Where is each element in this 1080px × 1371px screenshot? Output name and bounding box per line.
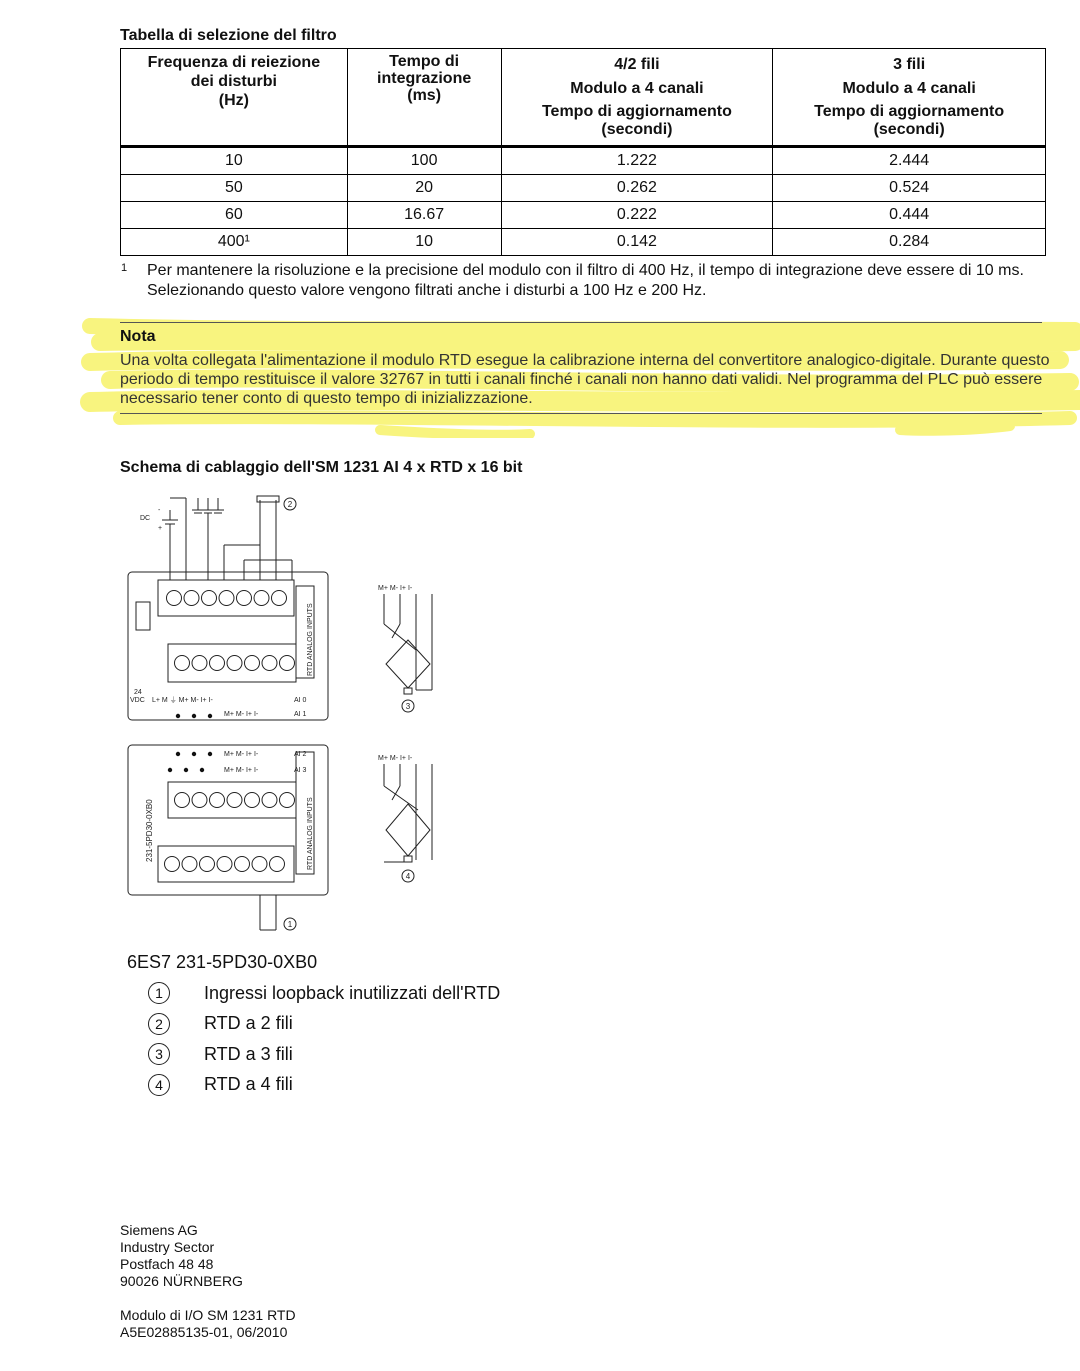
- unused-terminal-dot: [208, 752, 212, 756]
- legend-number: 4: [148, 1074, 170, 1096]
- terminal-screw-icon: [237, 591, 252, 606]
- table-cell: 0.262: [501, 175, 773, 202]
- table-row: [121, 175, 1046, 202]
- legend-label: Ingressi loopback inutilizzati dell'RTD: [204, 982, 501, 1003]
- table-cell: 10: [121, 147, 348, 175]
- legend-item: [148, 1039, 500, 1070]
- terminal-screw-icon: [245, 793, 260, 808]
- label-24: 24: [134, 689, 142, 696]
- legend-item: [148, 1009, 500, 1040]
- callout-1-label: 1: [287, 920, 293, 929]
- legend-label: RTD a 2 fili: [204, 1013, 293, 1034]
- terminal-screw-icon: [270, 857, 285, 872]
- legend-number: 3: [148, 1043, 170, 1065]
- rtd4-header: M+ M- I+ I-: [378, 755, 413, 762]
- label-plus: +: [158, 525, 163, 532]
- legend-label: RTD a 4 fili: [204, 1074, 293, 1095]
- wiring-diagram: [120, 490, 460, 940]
- table-header-row: [121, 49, 1046, 147]
- table-cell: 10: [347, 229, 501, 256]
- terminal-screw-icon: [210, 656, 225, 671]
- terminal-row-ai2: M+ M- I+ I-: [224, 751, 259, 758]
- footer-line: A5E02885135-01, 06/2010: [120, 1324, 288, 1340]
- unused-terminal-dot: [192, 714, 196, 718]
- note-text: Una volta collegata l'alimentazione il modulo RTD esegue la calibrazione interna del convertitore analogico-digitale. Durante questo periodo di tempo restituisce il valore 32767 in tutti i canali finché i canali non hanno dati validi. Nel programma del PLC può essere necessario tener conto di questo tempo di inizializzazione.: [120, 352, 1050, 407]
- label-vdc: VDC: [130, 697, 145, 704]
- terminal-screw-icon: [227, 656, 242, 671]
- terminal-screw-icon: [254, 591, 269, 606]
- module-code-label: 231-5PD30-0XB0: [145, 799, 154, 862]
- rtd3-header: M+ M- I+ I-: [378, 585, 413, 592]
- legend-item: [148, 1070, 500, 1101]
- terminal-screw-icon: [227, 793, 242, 808]
- footer-doc: [120, 1307, 296, 1341]
- table-row: [121, 229, 1046, 256]
- terminal-row-top: L+ M ⏚ M+ M- I+ I-: [152, 697, 213, 704]
- terminal-screw-icon: [182, 857, 197, 872]
- terminal-screw-icon: [175, 793, 190, 808]
- terminal-screw-icon: [252, 857, 267, 872]
- label-ai2: AI 2: [294, 751, 307, 758]
- table-cell: 50: [121, 175, 348, 202]
- footer-company: [120, 1222, 243, 1290]
- table-row: [121, 147, 1046, 175]
- label-minus: -: [158, 507, 161, 514]
- label-ai3: AI 3: [294, 767, 307, 774]
- table-cell: 0.284: [773, 229, 1046, 256]
- terminal-screw-icon: [165, 857, 180, 872]
- module-side-label-top: RTD ANALOG INPUTS: [307, 603, 314, 676]
- label-ai0: AI 0: [294, 697, 307, 704]
- table-cell: 16.67: [347, 202, 501, 229]
- terminal-screw-icon: [175, 656, 190, 671]
- terminal-screw-icon: [200, 857, 215, 872]
- callout-4-label: 4: [405, 872, 411, 881]
- terminal-screw-icon: [272, 591, 287, 606]
- legend-label: RTD a 3 fili: [204, 1043, 293, 1064]
- schema-title: Schema di cablaggio dell'SM 1231 AI 4 x RTD x 16 bit: [120, 459, 523, 476]
- callout-3-label: 3: [405, 702, 411, 711]
- footer-line: Postfach 48 48: [120, 1256, 214, 1272]
- diagram-legend: [148, 978, 500, 1100]
- unused-terminal-dot: [208, 714, 212, 718]
- header-3-wire: 3 fili Modulo a 4 canali Tempo di aggiornamento (secondi): [773, 49, 1046, 147]
- footnote-text: Per mantenere la risoluzione e la precisione del modulo con il filtro di 400 Hz, il tempo di integrazione deve essere di 10 ms. Selezionando questo valore vengono filtrati anche i disturbi a 100 Hz e 200 Hz.: [147, 262, 1024, 299]
- filter-selection-table: [120, 48, 1046, 256]
- unused-terminal-dot: [168, 768, 172, 772]
- terminal-screw-icon: [235, 857, 250, 872]
- terminal-screw-icon: [167, 591, 182, 606]
- terminal-screw-icon: [192, 656, 207, 671]
- table-title: Tabella di selezione del filtro: [120, 27, 337, 44]
- table-cell: 0.222: [501, 202, 773, 229]
- footnote-mark: 1: [121, 262, 128, 274]
- terminal-screw-icon: [202, 591, 217, 606]
- siemens-logo-icon: [136, 602, 150, 630]
- terminal-row-ai3: M+ M- I+ I-: [224, 767, 259, 774]
- terminal-screw-icon: [184, 591, 199, 606]
- footer-line: 90026 NÜRNBERG: [120, 1273, 243, 1289]
- part-number: 6ES7 231-5PD30-0XB0: [127, 952, 318, 972]
- terminal-screw-icon: [280, 793, 295, 808]
- legend-number: 2: [148, 1013, 170, 1035]
- terminal-screw-icon: [262, 656, 277, 671]
- footer-line: Modulo di I/O SM 1231 RTD: [120, 1307, 296, 1323]
- terminal-screw-icon: [219, 591, 234, 606]
- table-cell: 0.524: [773, 175, 1046, 202]
- header-integration-time: Tempo di integrazione (ms): [347, 49, 501, 147]
- table-cell: 1.222: [501, 147, 773, 175]
- table-cell: 0.444: [773, 202, 1046, 229]
- unused-terminal-dot: [192, 752, 196, 756]
- unused-terminal-dot: [176, 752, 180, 756]
- table-cell: 100: [347, 147, 501, 175]
- terminal-screw-icon: [210, 793, 225, 808]
- footer-line: Industry Sector: [120, 1239, 215, 1255]
- footer-line: Siemens AG: [120, 1222, 198, 1238]
- terminal-screw-icon: [217, 857, 232, 872]
- terminal-screw-icon: [262, 793, 277, 808]
- table-cell: 0.142: [501, 229, 773, 256]
- note-title: Nota: [120, 328, 156, 345]
- label-dc: DC: [140, 515, 151, 522]
- header-4-2-wire: 4/2 fili Modulo a 4 canali Tempo di aggiornamento (secondi): [501, 49, 773, 147]
- unused-terminal-dot: [184, 768, 188, 772]
- legend-number: 1: [148, 982, 170, 1004]
- terminal-screw-icon: [280, 656, 295, 671]
- table-cell: 60: [121, 202, 348, 229]
- module-side-label-bottom: RTD ANALOG INPUTS: [307, 797, 314, 870]
- table-cell: 400¹: [121, 229, 348, 256]
- unused-terminal-dot: [200, 768, 204, 772]
- terminal-screw-icon: [192, 793, 207, 808]
- legend-item: [148, 978, 500, 1009]
- callout-2-label: 2: [287, 500, 293, 509]
- unused-terminal-dot: [176, 714, 180, 718]
- label-ai1: AI 1: [294, 711, 307, 718]
- terminal-row-ai1: M+ M- I+ I-: [224, 711, 259, 718]
- header-frequency: Frequenza di reiezione dei disturbi (Hz): [121, 49, 348, 147]
- table-cell: 2.444: [773, 147, 1046, 175]
- table-row: [121, 202, 1046, 229]
- table-cell: 20: [347, 175, 501, 202]
- terminal-screw-icon: [245, 656, 260, 671]
